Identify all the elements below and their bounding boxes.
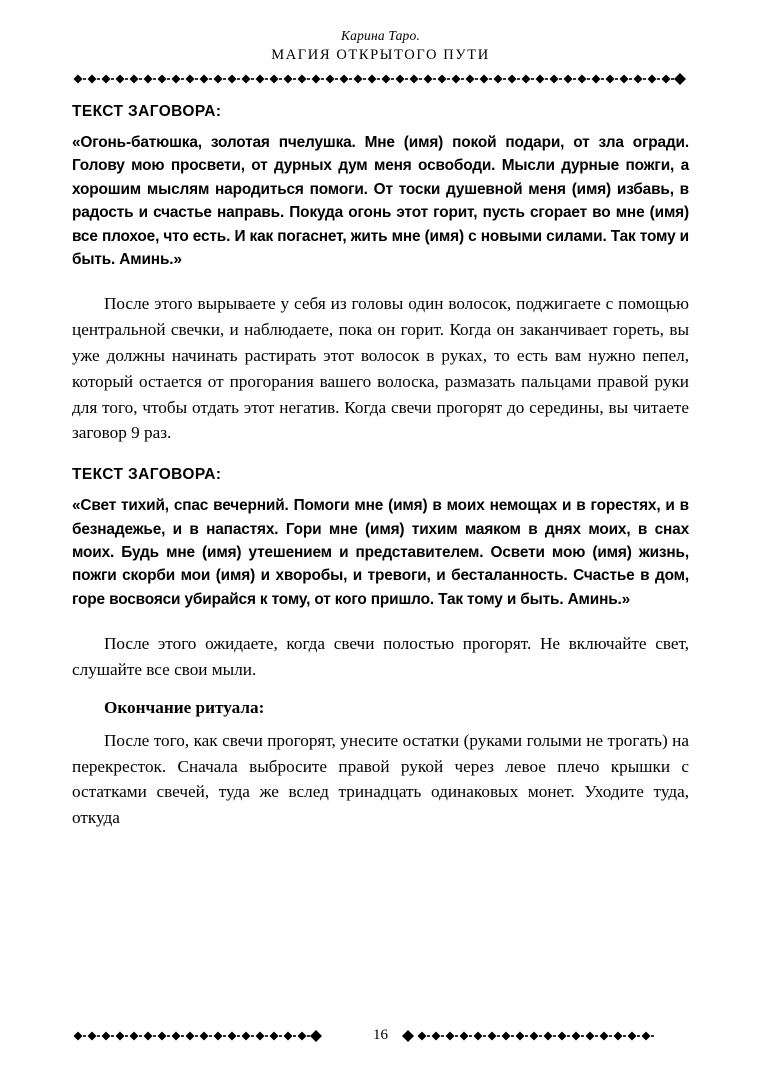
paragraph-1: После этого вырываете у себя из головы один волосок, поджигаете с помощью центральной свечки, и наблюдаете, пока он горит. Когда он заканчивает гореть, вы уже должны начинать растирать этот волосок в руках, то есть вам нужно пепел, который остается от прогорания вашего волоска, размазать пальцами правой руки для того, чтобы отдать этот негатив. Когда свечи прогорят до середины, вы читаете заговор 9 раз. [72,294,689,443]
spacer [72,611,689,631]
page-number: 16 [373,1027,388,1043]
subheading-ritual-end: Окончание ритуала: [104,697,265,717]
page-footer [72,1027,689,1044]
header-author: Карина Таро. [340,28,421,43]
paragraph-3: После того, как свечи прогорят, унесите остатки (руками голыми не трогать) на перекресток. Сначала выбросите правой рукой через левое плечо крышки с остатками свечей, туда же вслед тринадцать одинаковых монет. Уходите туда, откуда [72,730,689,828]
spacer [72,683,689,698]
ornament-divider-top [72,73,689,85]
page-content [72,103,689,831]
spell-heading-1: ТЕКСТ ЗАГОВОРА: [72,103,222,120]
ornament-divider-left [72,1030,359,1042]
page-header [72,28,689,64]
spacer [72,718,689,728]
spell-text-1: «Огонь-батюшка, золотая пчелушка. Мне (имя) покой подари, от зла огради. Голову мою просвети, от дурных дум меня освободи. Мысли дурные пожги, а хорошим мыслям народиться помоги. От тоски душевной меня (имя) избавь, в радость и счастье направь. Покуда огонь этот горит, пусть сгорает во мне (имя) все плохое, что есть. И как погаснет, жить мне (имя) с новыми силами. Так тому и быть. Аминь.» [72,134,689,269]
spell-heading-2: ТЕКСТ ЗАГОВОРА: [72,466,222,484]
ornament-divider-right [402,1030,689,1042]
header-title: МАГИЯ ОТКРЫТОГО ПУТИ [271,46,490,63]
spacer [72,446,689,466]
paragraph-2: После этого ожидаете, когда свечи полостью прогорят. Не включайте свет, слушайте все свои мыли. [72,634,689,680]
spell-text-2: «Свет тихий, спас вечерний. Помоги мне (имя) в моих немощах и в горестях, и в безнадежье, и в напастях. Гори мне (имя) тихим маяком в днях моих, в снах моих. Будь мне (имя) утешением и представителем. Освети мою (имя) жизнь, пожги скорби мои (имя) и хворобы, и тревоги, и бесталанность. Счастье в дом, горе восвояси убирайся к тому, от кого пришло. Так тому и быть. Аминь.» [72,497,689,608]
spacer [72,271,689,291]
